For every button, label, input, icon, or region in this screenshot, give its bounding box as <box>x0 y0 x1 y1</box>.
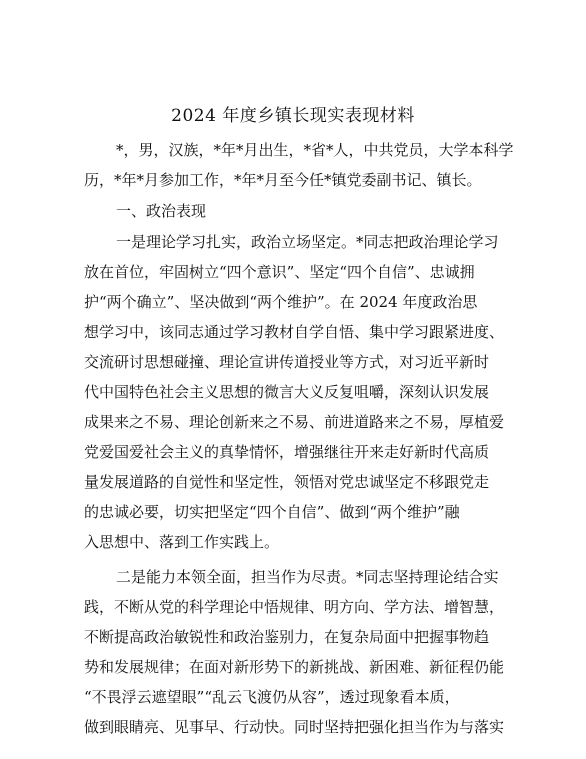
paragraph-line: “不畏浮云遮望眼”“乱云飞渡仍从容”，透过现象看本质， <box>84 688 460 706</box>
paragraph-line: 的忠诚必要，切实把坚定“四个自信”、做到“两个维护”融 <box>84 503 460 521</box>
paragraph-line: 入思想中、落到工作实践上。 <box>84 533 280 551</box>
paragraph-line: 量发展道路的自觉性和坚定性，领悟对党忠诚坚定不移跟党走 <box>84 473 490 491</box>
paragraph-line: 势和发展规律；在面对新形势下的新挑战、新困难、新征程仍能 <box>84 658 505 676</box>
paragraph-line: 二是能力本领全面，担当作为尽责。*同志坚持理论结合实 <box>116 568 499 586</box>
paragraph-line: 一是理论学习扎实，政治立场坚定。*同志把政治理论学习 <box>116 233 499 251</box>
paragraph-line: 成果来之不易、理论创新来之不易、前进道路来之不易，厚植爱 <box>84 413 505 431</box>
paragraph-line: 不断提高政治敏锐性和政治鉴别力，在复杂局面中把握事物趋 <box>84 628 490 646</box>
paragraph-line: 代中国特色社会主义思想的微言大义反复咀嚼，深刻认识发展 <box>84 383 490 401</box>
paragraph-line: 护“两个确立”、坚决做到“两个维护”。在 2024 年度政治思 <box>84 293 478 311</box>
paragraph-line: 想学习中，该同志通过学习教材自学自悟、集中学习跟紧进度、 <box>84 323 505 341</box>
paragraph-line: 历，*年*月参加工作，*年*月至今任*镇党委副书记、镇长。 <box>84 171 482 189</box>
section-heading: 一、政治表现 <box>116 202 207 220</box>
paragraph-line: 党爱国爱社会主义的真挚情怀，增强继往开来走好新时代高质 <box>84 443 490 461</box>
paragraph-line: *，男，汉族，*年*月出生，*省*人，中共党员，大学本科学 <box>116 141 514 159</box>
document-title: 2024 年度乡镇长现实表现材料 <box>171 106 415 126</box>
paragraph-line: 做到眼睛亮、见事早、行动快。同时坚持把强化担当作为与落实 <box>84 718 505 736</box>
paragraph-line: 放在首位，牢固树立“四个意识”、坚定“四个自信”、忠诚拥 <box>84 263 475 281</box>
paragraph-line: 践，不断从党的科学理论中悟规律、明方向、学方法、增智慧， <box>84 598 505 616</box>
paragraph-line: 交流研讨思想碰撞、理论宣讲传道授业等方式，对习近平新时 <box>84 353 490 371</box>
